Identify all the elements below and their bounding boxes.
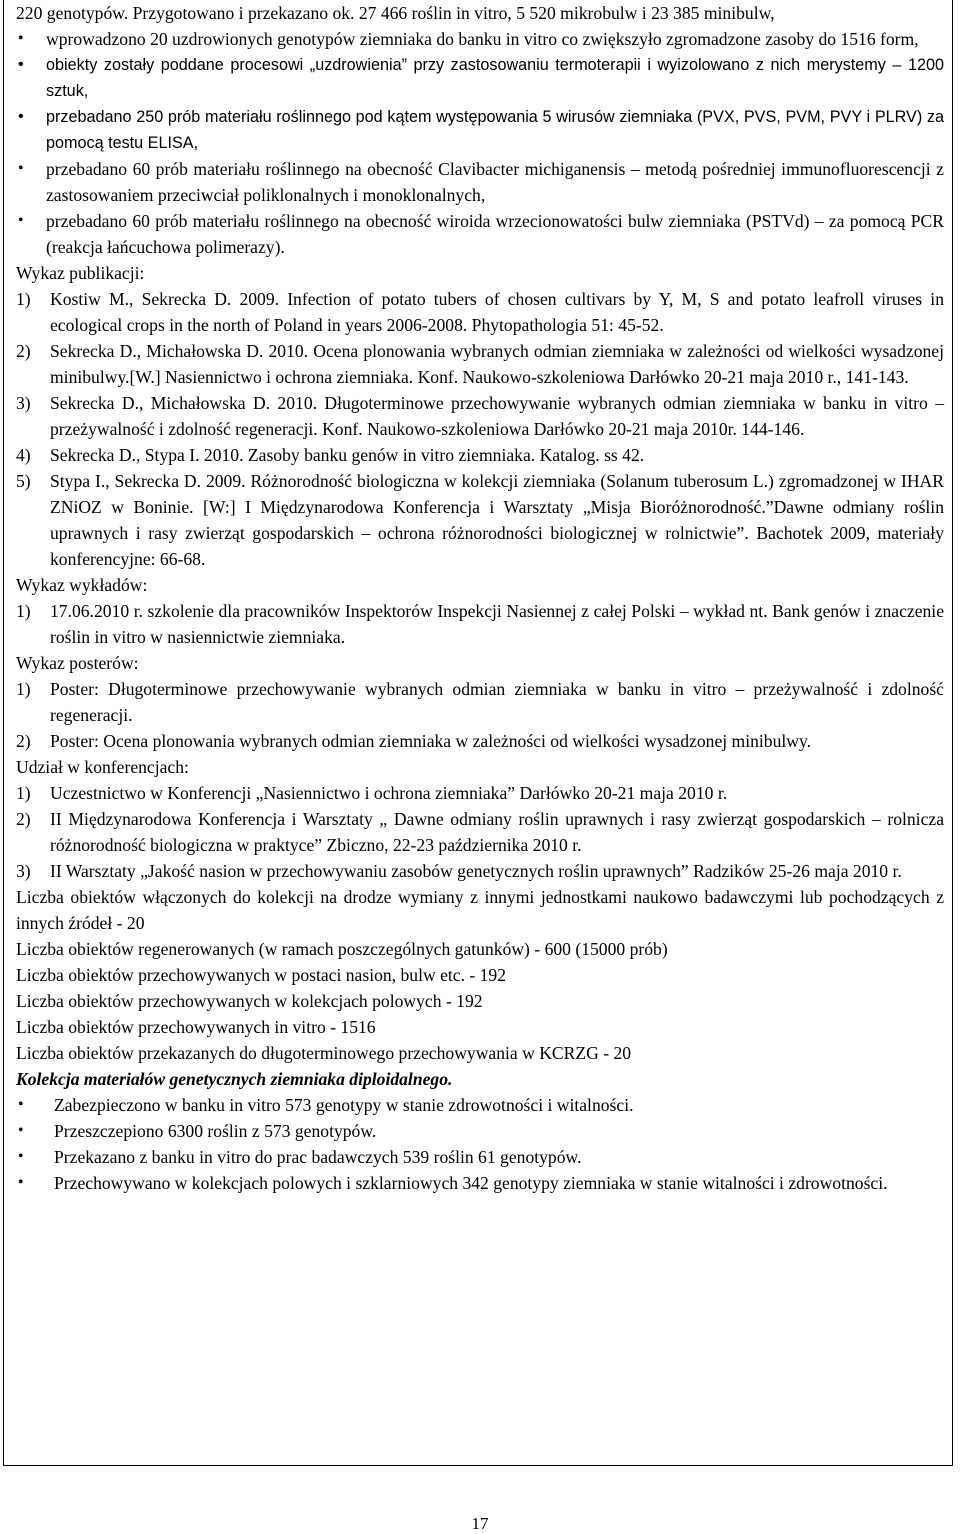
list-item: 2) Poster: Ocena plonowania wybranych odmian ziemniaka w zależności od wielkości wysadzonej minibulwy. (16, 731, 812, 751)
list-item: • przebadano 60 prób materiału roślinnego na obecność Clavibacter michiganensis – metodą pośredniej immunofluorescencji z zastosowaniem przeciwciał poliklonalnych i monoklonalnych, (16, 156, 944, 208)
stat-line: Liczba obiektów przechowywanych in vitro - 1516 (16, 1017, 376, 1037)
list-item: • Przekazano z banku in vitro do prac badawczych 539 roślin 61 genotypów. (16, 1144, 944, 1170)
conferences-list (16, 780, 944, 884)
stat-line: Liczba obiektów przechowywanych w kolekcjach polowych - 192 (16, 991, 483, 1011)
lectures-list (16, 598, 944, 650)
stat-line: Liczba obiektów regenerowanych (w ramach poszczególnych gatunków) - 600 (15000 prób) (16, 939, 668, 959)
conferences-heading: Udział w konferencjach: (16, 757, 189, 777)
statistics-block (16, 884, 944, 1066)
document-body (16, 0, 944, 1196)
stat-line: Liczba obiektów włączonych do kolekcji na drodze wymiany z innymi jednostkami naukowo badawczymi lub pochodzących z innych źródeł - 20 (16, 887, 944, 933)
list-item: 2) Sekrecka D., Michałowska D. 2010. Ocena plonowania wybranych odmian ziemniaka w zależności od wielkości wysadzonej minibulwy.[W.] Nasiennictwo i ochrona ziemniaka. Konf. Naukowo-szkoleniowa Darłówko 20-21 maja 2010 r., 141-143. (16, 341, 944, 387)
list-item: 1) Uczestnictwo w Konferencji „Nasiennictwo i ochrona ziemniaka” Darłówko 20-21 maja 2010 r. (16, 783, 728, 803)
results-list (16, 26, 944, 260)
list-item: • Przechowywano w kolekcjach polowych i szklarniowych 342 genotypy ziemniaka w stanie witalności i zdrowotności. (16, 1170, 944, 1196)
stat-line: Liczba obiektów przekazanych do długoterminowego przechowywania w KCRZG - 20 (16, 1043, 632, 1063)
list-item: • wprowadzono 20 uzdrowionych genotypów ziemniaka do banku in vitro co zwiększyło zgromadzone zasoby do 1516 form, (16, 26, 944, 52)
list-item: • Zabezpieczono w banku in vitro 573 genotypy w stanie zdrowotności i witalności. (16, 1092, 944, 1118)
list-item: 1) Kostiw M., Sekrecka D. 2009. Infection of potato tubers of chosen cultivars by Y, M, S and potato leafroll viruses in ecological crops in the north of Poland in years 2006-2008. Phytopathologia 51: 45-52. (16, 289, 944, 335)
page-number: 17 (471, 1514, 489, 1533)
diploid-list (16, 1092, 944, 1196)
list-item: • przebadano 250 prób materiału roślinnego pod kątem występowania 5 wirusów ziemniaka (PVX, PVS, PVM, PVY i PLRV) za pomocą testu ELISA, (16, 104, 944, 156)
list-item: • przebadano 60 prób materiału roślinnego na obecność wiroida wrzecionowatości bulw ziemniaka (PSTVd) – za pomocą PCR (reakcja łańcuchowa polimerazy). (16, 208, 944, 260)
stat-line: Liczba obiektów przechowywanych w postaci nasion, bulw etc. - 192 (16, 965, 507, 985)
list-item: 1) 17.06.2010 r. szkolenie dla pracowników Inspektorów Inspekcji Nasiennej z całej Polski – wykład nt. Bank genów i znaczenie roślin in vitro w nasiennictwie ziemniaka. (16, 601, 944, 647)
list-item: 3) II Warsztaty „Jakość nasion w przechowywaniu zasobów genetycznych roślin uprawnych” Radzików 25-26 maja 2010 r. (16, 861, 902, 881)
list-item: 1) Poster: Długoterminowe przechowywanie wybranych odmian ziemniaka w banku in vitro – przeżywalność i zdolność regeneracji. (16, 679, 944, 725)
list-item: 5) Stypa I., Sekrecka D. 2009. Różnorodność biologiczna w kolekcji ziemniaka (Solanum tuberosum L.) zgromadzonej w IHAR ZNiOZ w Boninie. [W:] I Międzynarodowa Konferencja i Warsztaty „Misja Bioróżnorodność.”Dawne odmiany roślin uprawnych i rasy zwierząt gospodarskich – ochrona różnorodności biologicznej w rolnictwie”. Bachotek 2009, materiały konferencyjne: 66-68. (16, 471, 944, 569)
diploid-collection-heading: Kolekcja materiałów genetycznych ziemniaka diploidalnego. (16, 1069, 453, 1089)
list-item: • Przeszczepiono 6300 roślin z 573 genotypów. (16, 1118, 944, 1144)
list-item: 3) Sekrecka D., Michałowska D. 2010. Długoterminowe przechowywanie wybranych odmian ziemniaka w banku in vitro – przeżywalność i zdolność regeneracji. Konf. Naukowo-szkoleniowa Darłówko 20-21 maja 2010r. 144-146. (16, 393, 944, 439)
publications-heading: Wykaz publikacji: (16, 263, 145, 283)
publications-list (16, 286, 944, 572)
list-item: • obiekty zostały poddane procesowi „uzdrowienia” przy zastosowaniu termoterapii i wyizolowano z nich merystemy – 1200 sztuk, (16, 52, 944, 104)
posters-heading: Wykaz posterów: (16, 653, 139, 673)
lectures-heading: Wykaz wykładów: (16, 575, 148, 595)
paragraph-continuation: 220 genotypów. Przygotowano i przekazano ok. 27 466 roślin in vitro, 5 520 mikrobulw i 23 385 minibulw, (16, 3, 775, 23)
list-item: 4) Sekrecka D., Stypa I. 2010. Zasoby banku genów in vitro ziemniaka. Katalog. ss 42. (16, 445, 645, 465)
list-item: 2) II Międzynarodowa Konferencja i Warsztaty „ Dawne odmiany roślin uprawnych i rasy zwierząt gospodarskich – rolnicza różnorodność biologiczna w praktyce” Zbiczno, 22-23 października 2010 r. (16, 809, 944, 855)
posters-list (16, 676, 944, 754)
